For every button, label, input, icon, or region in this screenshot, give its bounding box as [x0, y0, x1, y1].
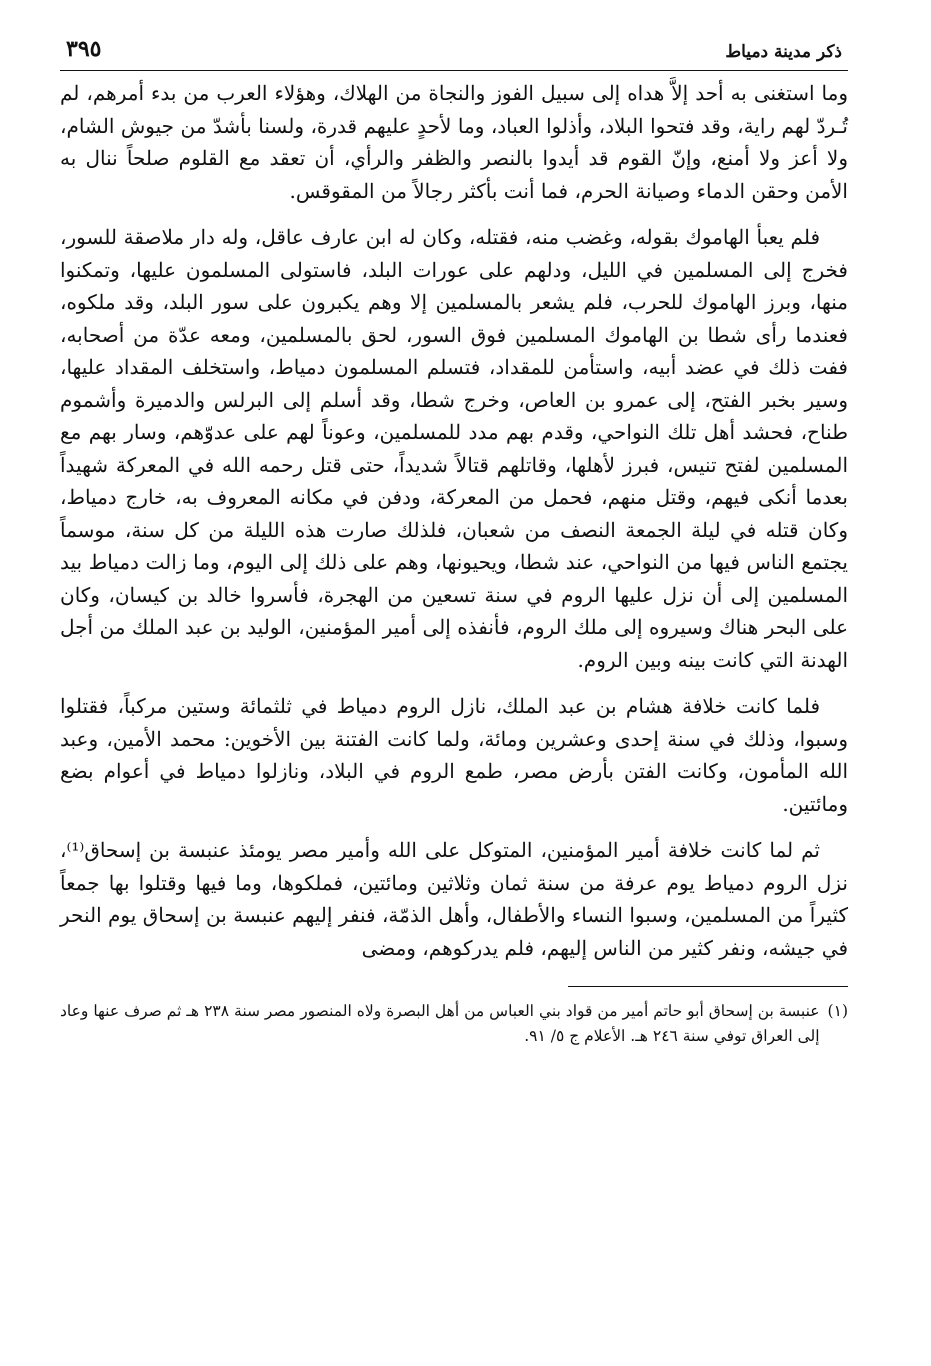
page-header: [60, 22, 848, 62]
paragraph-3: فلما كانت خلافة هشام بن عبد الملك، نازل الروم دمياط في ثلثمائة وستين مركباً، فقتلوا وسبوا، وذلك في سنة إحدى وعشرين ومائة، ولما كانت الفتنة بين الأخوين: محمد الأمين، وعبد الله المأمون، وكانت الفتن بأرض مصر، طمع الروم في البلاد، ونازلوا دمياط في أعوام بضع ومائتين.: [60, 694, 848, 816]
footnote: [60, 999, 848, 1049]
book-page: [60, 22, 848, 1049]
body-text: [60, 77, 848, 964]
footnote-number: (١): [827, 1002, 848, 1020]
header-rule: [60, 70, 848, 71]
running-title: ذكر مدينة دمياط: [725, 42, 842, 62]
paragraph-4: ثم لما كانت خلافة أمير المؤمنين، المتوكل على الله وأمير مصر يومئذ عنبسة بن إسحاق⁽¹⁾، نزل الروم دمياط يوم عرفة من سنة ثمان وثلاثين ومائتين، فملكوها، وما فيها وقتلوا بها جمعاً كثيراً من المسلمين، وسبوا النساء والأطفال، وأهل الذمّة، فنفر إليهم عنبسة بن إسحاق يوم النحر في جيشه، ونفر كثير من الناس إليهم، فلم يدركوهم، ومضى: [60, 838, 848, 960]
paragraph-1: وما استغنى به أحد إلاَّ هداه إلى سبيل الفوز والنجاة من الهلاك، وهؤلاء العرب من بدء أمرهم، لم تُـردّ لهم راية، وقد فتحوا البلاد، وأذلوا العباد، وما لأحدٍ عليهم قدرة، ولسنا بأشدّ من جيوش الشام، ولا أعز ولا أمنع، وإنّ القوم قد أيدوا بالنصر والظفر والرأي، أن تعقد مع القلوم صلحاً ننال به الأمن وحقن الدماء وصيانة الحرم، فما أنت بأكثر رجالاً من المقوقس.: [60, 81, 848, 203]
footnote-rule: [568, 986, 848, 987]
footnote-text: عنبسة بن إسحاق أبو حاتم أمير من قواد بني العباس من أهل البصرة ولاه المنصور مصر سنة ٢٣٨ هـ ثم صرف عنها وعاد إلى العراق توفي سنة ٢٤٦ هـ. الأعلام ج ٥/ ٩١.: [60, 1002, 820, 1045]
paragraph-2: فلم يعبأ الهاموك بقوله، وغضب منه، فقتله، وكان له ابن عارف عاقل، وله دار ملاصقة للسور، فخرج إلى المسلمين في الليل، ودلهم على عورات البلد، فاستولى المسلمون عليها، وتمكنوا منها، وبرز الهاموك للحرب، فلم يشعر بالمسلمين إلا وهم يكبرون على سور البلد، وقد ملكوه، فعندما رأى شطا بن الهاموك المسلمين فوق السور، لحق بالمسلمين، ومعه عدّة من أصحابه، ففت ذلك في عضد أبيه، واستأمن للمقداد، فتسلم المسلمون دمياط، واستخلف المقداد عليها، وسير بخبر الفتح، إلى عمرو بن العاص، وخرج شطا، وقد أسلم إلى البرلس والدميرة وأشموم طناح، فحشد أهل تلك النواحي، وقدم بهم مدد للمسلمين، وعوناً لهم على عدوّهم، وسار بهم مع المسلمين لفتح تنيس، فبرز لأهلها، وقاتلهم قتالاً شديداً، حتى قتل رحمه الله في المعركة شهيداً بعدما أنكى فيهم، وقتل منهم، فحمل من المعركة، ودفن في مكانه المعروف به، خارج دمياط، وكان قتله في ليلة الجمعة النصف من شعبان، فلذلك صارت هذه الليلة من كل سنة، موسماً يجتمع الناس فيها من النواحي، عند شطا، ويحيونها، وهم على ذلك إلى اليوم، وما زالت دمياط بيد المسلمين إلى أن نزل عليها الروم في سنة تسعين من الهجرة، فأسروا خالد بن كيسان، وكان على البحر هناك وسيروه إلى ملك الروم، فأنفذه إلى أمير المؤمنين، الوليد بن عبد الملك من أجل الهدنة التي كانت بينه وبين الروم.: [60, 225, 848, 672]
page-number: ٣٩٥: [66, 36, 102, 62]
